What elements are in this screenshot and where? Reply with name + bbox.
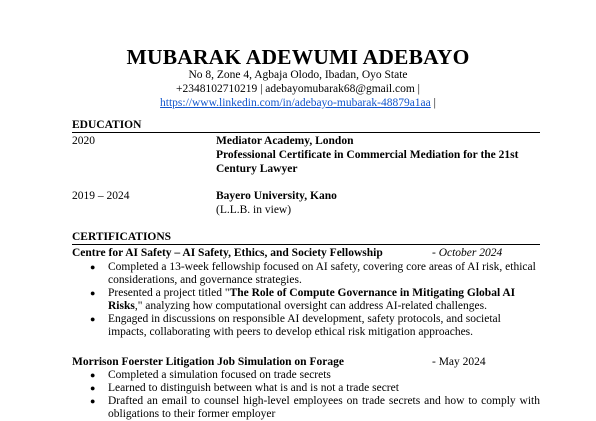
- candidate-name: MUBARAK ADEWUMI ADEBAYO: [126, 45, 470, 69]
- bullet-icon: ●: [90, 370, 96, 380]
- certification-title: Centre for AI Safety – AI Safety, Ethics, and Society Fellowship: [72, 247, 383, 259]
- list-item: [72, 261, 540, 287]
- certification-date: - May 2024: [432, 356, 486, 368]
- bullet-text-pre: Presented a project titled ": [108, 287, 230, 299]
- bullet-icon: ●: [90, 383, 96, 393]
- list-item: [72, 395, 540, 421]
- bullet-text: Completed a simulation focused on trade secrets: [108, 369, 331, 381]
- certification-title: Morrison Foerster Litigation Job Simulation on Forage: [72, 356, 344, 368]
- education-institution: Bayero University, Kano: [216, 190, 337, 202]
- phone-email: +2348102710219 | adebayomubarak68@gmail.com |: [176, 83, 420, 95]
- bullet-text: Engaged in discussions on responsible AI development, safety protocols, and societal impacts, collaborating with peers to develop ethical risk mitigation approaches.: [108, 313, 501, 338]
- certification-bullets: [72, 369, 540, 421]
- bullet-text: Completed a 13-week fellowship focused on AI safety, covering core areas of AI risk, ethical considerations, and governance strategies.: [108, 261, 536, 286]
- education-date: 2020: [72, 135, 95, 147]
- education-date: 2019 – 2024: [72, 190, 130, 202]
- certification-header: [72, 355, 540, 369]
- certifications-heading: CERTIFICATIONS: [72, 231, 540, 245]
- list-item: [72, 313, 540, 339]
- education-entry: [216, 134, 526, 176]
- list-item: [72, 287, 540, 313]
- bullet-text: Learned to distinguish between what is and is not a trade secret: [108, 382, 399, 394]
- education-institution: Mediator Academy, London: [216, 135, 354, 147]
- education-entry: [216, 189, 526, 217]
- bullet-text: Drafted an email to counsel high-level employees on trade secrets and how to comply with obligations to their former employer: [108, 395, 540, 420]
- list-item: [72, 382, 540, 395]
- bullet-icon: ●: [90, 288, 96, 298]
- bullet-icon: ●: [90, 396, 96, 406]
- bullet-icon: ●: [90, 314, 96, 324]
- address: No 8, Zone 4, Agbaja Olodo, Ibadan, Oyo State: [188, 69, 408, 81]
- linkedin-line: [0, 96, 596, 110]
- project-title: The Role of Compute Governance in Mitigating Global AI Risks: [108, 287, 516, 312]
- linkedin-link[interactable]: https://www.linkedin.com/in/adebayo-mubarak-48879a1aa: [160, 97, 431, 109]
- certification-date: - October 2024: [432, 247, 503, 259]
- bullet-text-post: ," analyzing how computational oversight can address AI-related challenges.: [134, 300, 487, 312]
- bullet-icon: ●: [90, 262, 96, 272]
- certification-header: [72, 246, 540, 260]
- education-detail: Professional Certificate in Commercial Mediation for the 21st Century Lawyer: [216, 149, 519, 175]
- certification-bullets: [72, 261, 540, 339]
- education-detail: (L.L.B. in view): [216, 204, 292, 216]
- list-item: [72, 369, 540, 382]
- education-heading: EDUCATION: [72, 119, 540, 133]
- linkedin-suffix: |: [430, 97, 436, 109]
